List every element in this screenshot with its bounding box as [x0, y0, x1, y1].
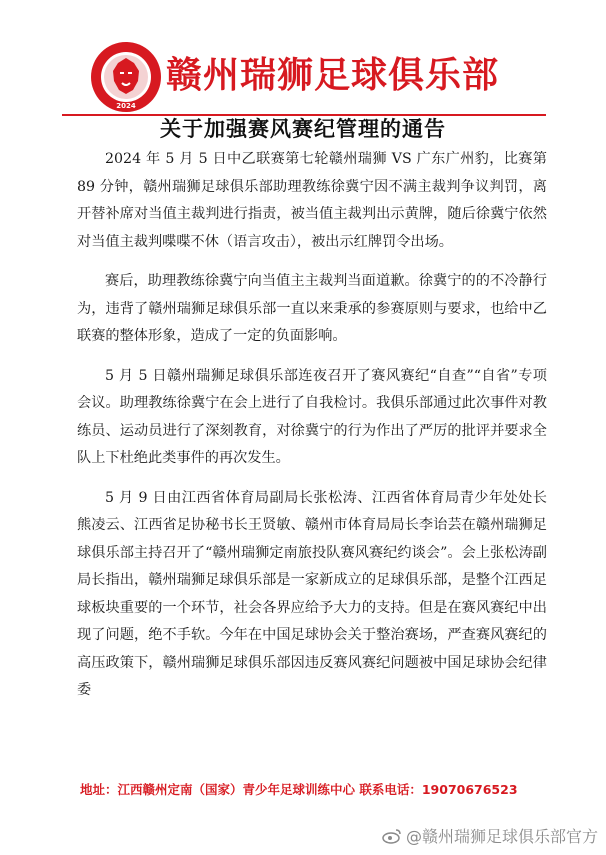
weibo-watermark [382, 824, 598, 847]
document-title: 关于加强赛风赛纪管理的通告 [160, 117, 446, 141]
paragraph-3: 5 月 5 日赣州瑞狮足球俱乐部连夜召开了赛风赛纪“自查”“自省”专项会议。助理教练徐冀宁在会上进行了自我检讨。我俱乐部通过此次事件对教练员、运动员进行了深刻教育，对徐冀宁的行为作出了严厉的批评并要求全队上下杜绝此类事件的再次发生。 [77, 367, 547, 466]
paragraph-1: 2024 年 5 月 5 日中乙联赛第七轮赣州瑞狮 VS 广东广州豹，比赛第 89 分钟，赣州瑞狮足球俱乐部助理教练徐冀宁因不满主裁判争议判罚，离开替补席对当值主裁判进行指责，被当值主裁判出示黄牌，随后徐冀宁依然对当值主裁判喋喋不休（语言攻击），被出示红牌罚令出场。 [77, 151, 547, 250]
logo-year: 2024 [116, 102, 136, 110]
watermark-text: @赣州瑞狮足球俱乐部官方 [405, 827, 598, 846]
document-body [77, 146, 547, 717]
letterhead [0, 0, 606, 128]
lion-crest-icon [90, 41, 162, 113]
club-name: 赣州瑞狮足球俱乐部 [166, 55, 500, 96]
footer-contact: 地址：江西赣州定南（国家）青少年足球训练中心 联系电话：19070676523 [80, 782, 518, 797]
weibo-icon [382, 828, 402, 844]
paragraph-2: 赛后，助理教练徐冀宁向当值主主裁判当面道歉。徐冀宁的的不冷静行为，违背了赣州瑞狮足球俱乐部一直以来秉承的参赛原则与要求，也给中乙联赛的整体形象，造成了一定的负面影响。 [77, 273, 547, 344]
paragraph-4: 5 月 9 日由江西省体育局副局长张松涛、江西省体育局青少年处处长熊凌云、江西省足协秘书长王贤敏、赣州市体育局局长李诒芸在赣州瑞狮足球俱乐部主持召开了“赣州瑞狮定南旅投队赛风赛纪约谈会”。会上张松涛副局长指出，赣州瑞狮足球俱乐部是一家新成立的足球俱乐部，是整个江西足球板块重要的一个环节，社会各界应给予大力的支持。但是在赛风赛纪中出现了问题，绝不手软。今年在中国足球协会关于整治赛场，严查赛风赛纪的高压政策下，赣州瑞狮足球俱乐部因违反赛风赛纪问题被中国足球协会纪律委 [77, 489, 547, 698]
